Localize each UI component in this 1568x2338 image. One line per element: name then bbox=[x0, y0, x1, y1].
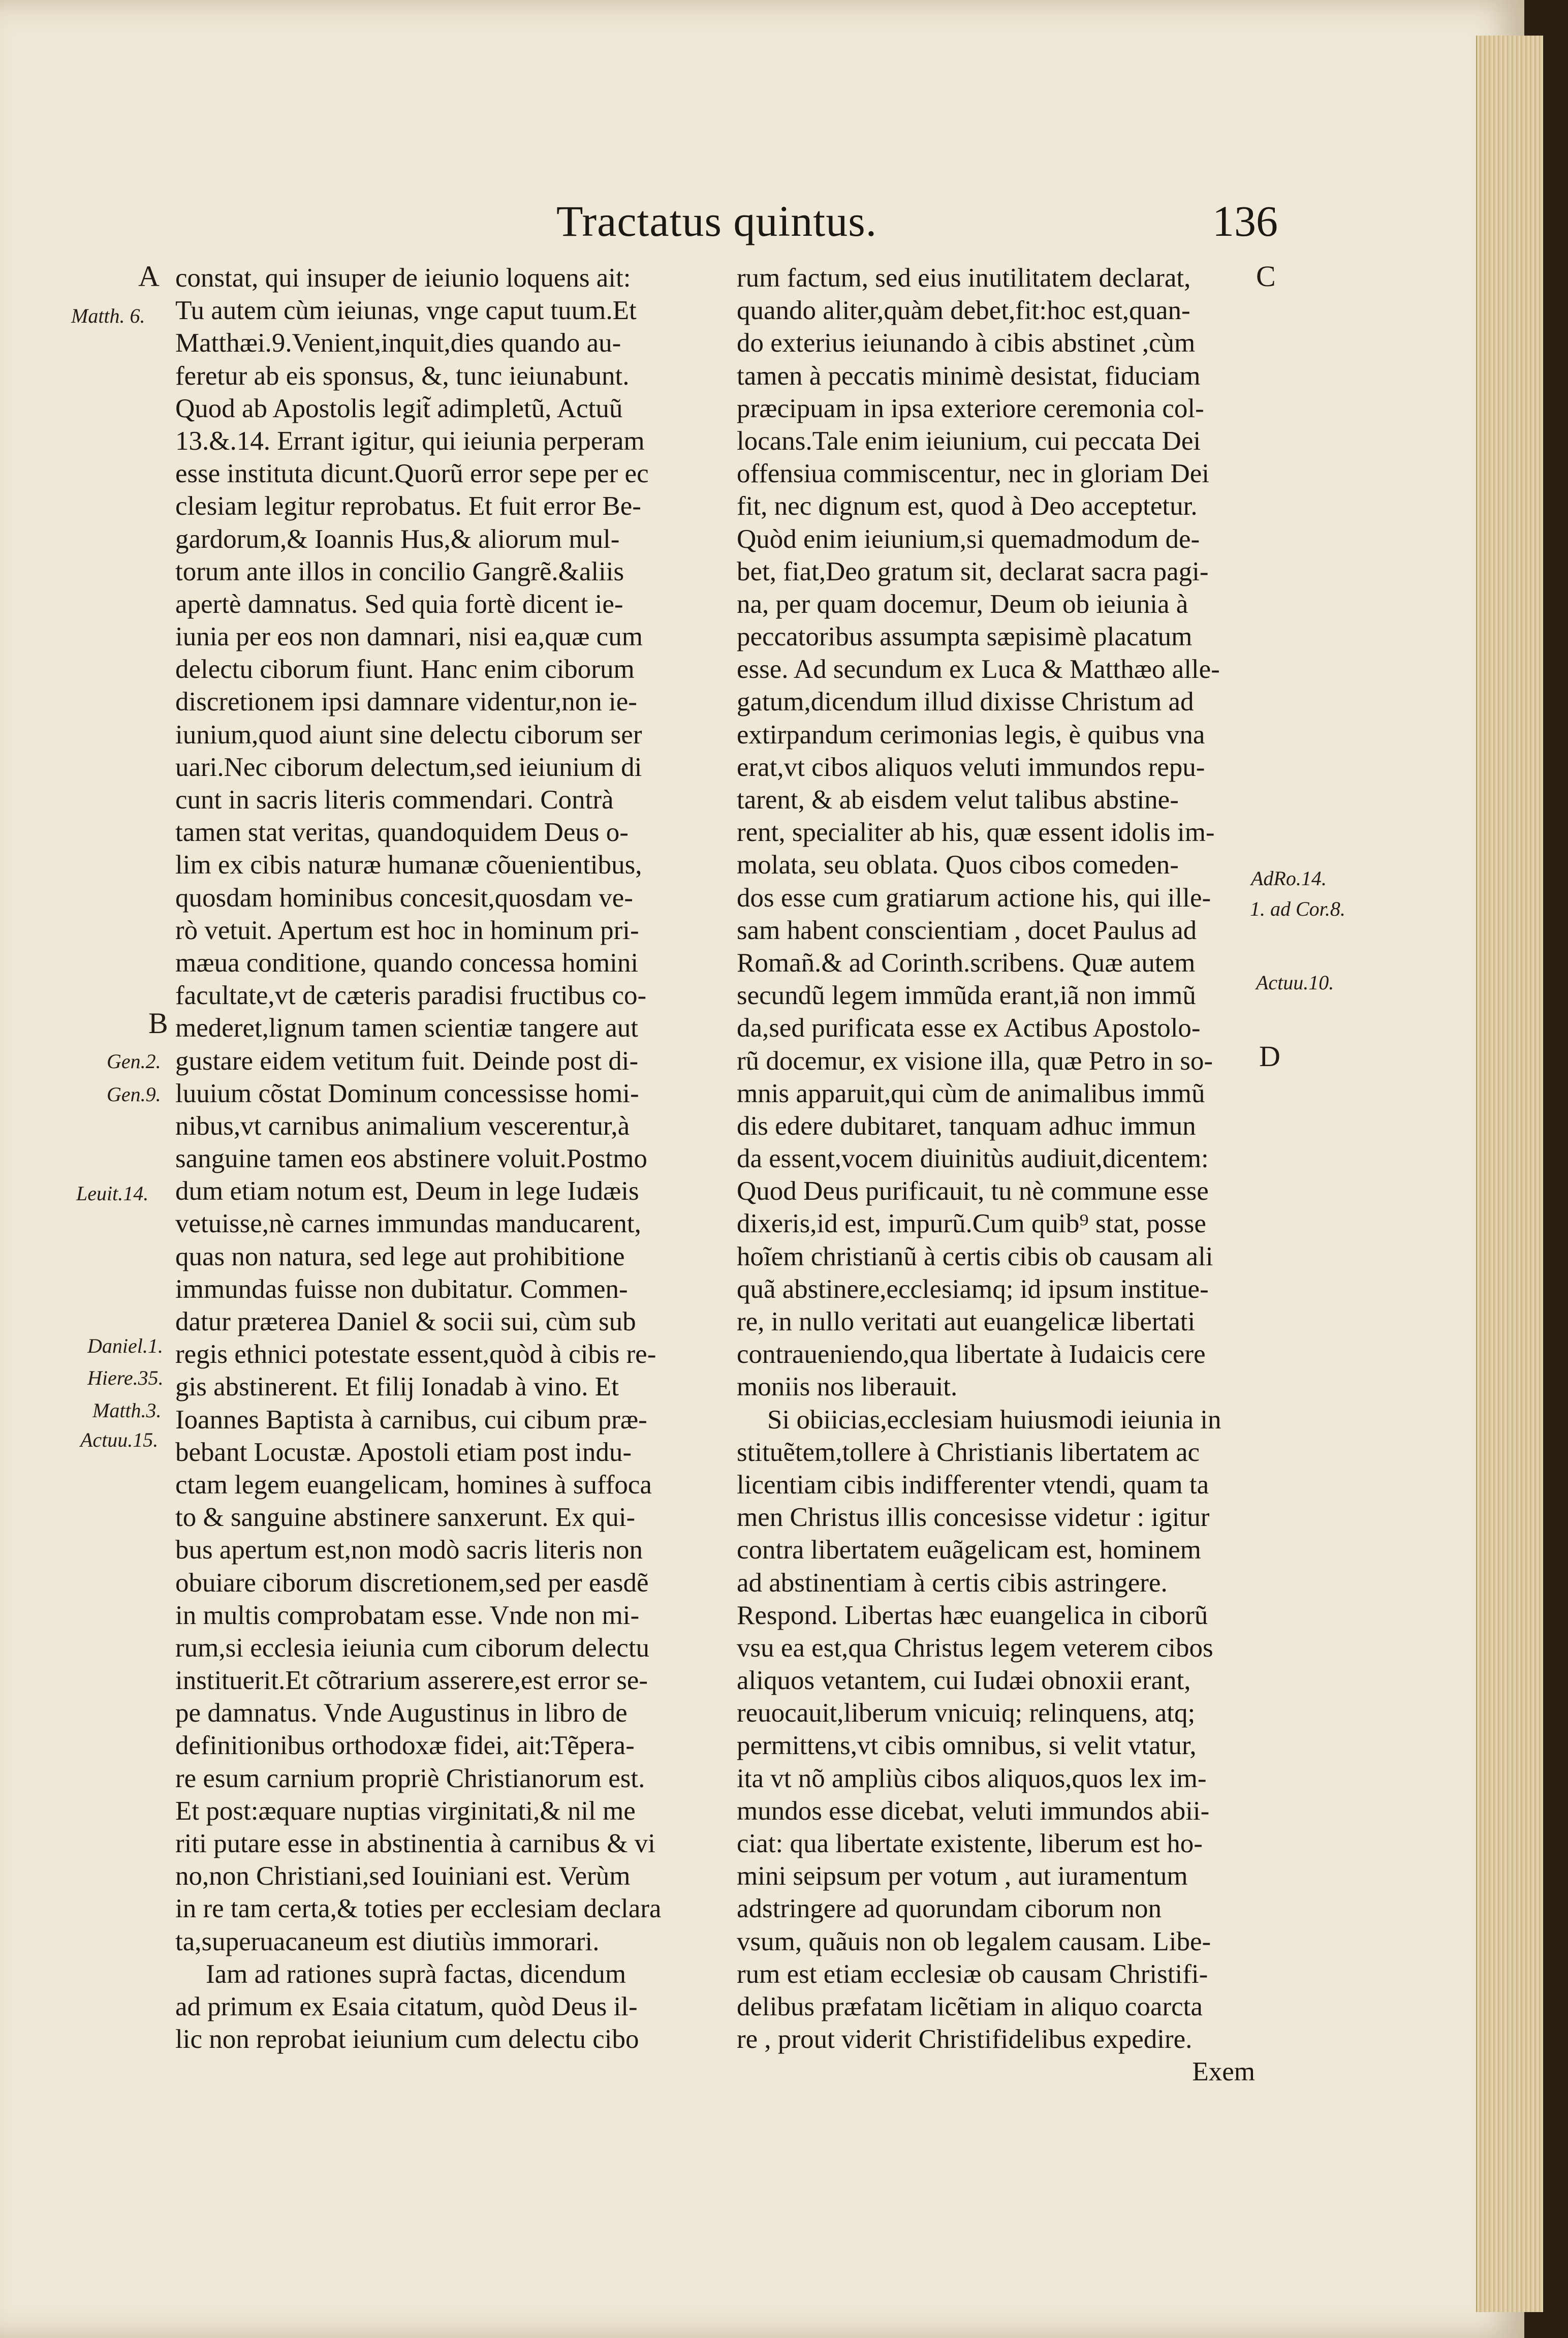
text-line: Et post:æquare nuptias virginitati,& nil me bbox=[175, 1796, 636, 1826]
text-line: ta,superuacaneum est diutiùs immorari. bbox=[175, 1926, 600, 1956]
text-line: discretionem ipsi damnare videntur,non ie- bbox=[175, 687, 637, 717]
text-line: ad abstinentiam à certis cibis astringere. bbox=[737, 1568, 1168, 1598]
text-line: quas non natura, sed lege aut prohibitione bbox=[175, 1241, 625, 1271]
text-line: stituẽtem,tollere à Christianis libertatem ac bbox=[737, 1437, 1200, 1467]
text-line: Romañ.& ad Corinth.scribens. Quæ autem bbox=[737, 948, 1196, 978]
text-line: cunt in sacris literis commendari. Contrà bbox=[175, 785, 614, 815]
margin-note-hiere-35: Hiere.35. bbox=[87, 1366, 164, 1389]
text-line: lic non reprobat ieiunium cum delectu cibo bbox=[175, 2024, 639, 2054]
text-line: vsu ea est,qua Christus legem veterem cibos bbox=[737, 1633, 1213, 1663]
page-fore-edge bbox=[1476, 36, 1543, 2312]
text-line: offensiua commiscentur, nec in gloriam Dei bbox=[737, 459, 1210, 489]
text-line: Exem bbox=[1192, 2057, 1255, 2087]
text-line: bus apertum est,non modò sacris literis non bbox=[175, 1535, 643, 1565]
section-letter-d: D bbox=[1259, 1040, 1280, 1073]
text-line: da essent,vocem diuinitùs audiuit,dicentem: bbox=[737, 1144, 1209, 1174]
text-line: iunia per eos non damnari, nisi ea,quæ cum bbox=[175, 622, 643, 652]
margin-note-matth-6: Matth. 6. bbox=[71, 304, 145, 327]
section-letter-b: B bbox=[148, 1007, 168, 1040]
text-line: da,sed purificata esse ex Actibus Apostolo- bbox=[737, 1013, 1201, 1043]
text-line: 13.&.14. Errant igitur, qui ieiunia perperam bbox=[175, 426, 645, 456]
text-line: extirpandum cerimonias legis, è quibus vna bbox=[737, 720, 1205, 750]
text-line: sanguine tamen eos abstinere voluit.Postmo bbox=[175, 1144, 647, 1174]
text-line: feretur ab eis sponsus, &, tunc ieiunabunt. bbox=[175, 361, 630, 391]
text-line: gustare eidem vetitum fuit. Deinde post di- bbox=[175, 1046, 639, 1076]
text-line: erat,vt cibos aliquos veluti immundos repu- bbox=[737, 752, 1205, 782]
text-line: luuium cõstat Dominum concessisse homi- bbox=[175, 1078, 639, 1108]
text-line: dis edere dubitaret, tanquam adhuc immun bbox=[737, 1111, 1196, 1141]
text-line: in multis comprobatam esse. Vnde non mi- bbox=[175, 1600, 640, 1630]
text-line: bet, fiat,Deo gratum sit, declarat sacra pagi- bbox=[737, 556, 1209, 586]
text-line: re, in nullo veritati aut euangelicæ libertati bbox=[737, 1307, 1196, 1336]
text-line: esse. Ad secundum ex Luca & Matthæo alle- bbox=[737, 654, 1220, 684]
text-line: rò vetuit. Apertum est hoc in hominum pri- bbox=[175, 915, 639, 945]
text-line: dos esse cum gratiarum actione his, qui ille- bbox=[737, 883, 1211, 913]
text-line: licentiam cibis indifferenter vtendi, quam ta bbox=[737, 1470, 1209, 1500]
section-letter-a: A bbox=[138, 260, 160, 293]
text-line: contraueniendo,qua libertate à Iudaicis cere bbox=[737, 1339, 1206, 1369]
text-line: permittens,vt cibis omnibus, si velit vtatur, bbox=[737, 1731, 1197, 1761]
text-line: in re tam certa,& toties per ecclesiam declara bbox=[175, 1894, 662, 1924]
text-line: rent, specialiter ab his, quæ essent idolis im- bbox=[737, 818, 1215, 848]
margin-note-ad-cor-8: 1. ad Cor.8. bbox=[1250, 897, 1345, 920]
text-line: rum,si ecclesia ieiunia cum ciborum delectu bbox=[175, 1633, 650, 1663]
text-line: contra libertatem euãgelicam est, hominem bbox=[737, 1535, 1201, 1565]
text-line: bebant Locustæ. Apostoli etiam post indu- bbox=[175, 1437, 632, 1467]
section-letter-c: C bbox=[1256, 260, 1276, 293]
text-line: lim ex cibis naturæ humanæ cõuenientibus, bbox=[175, 850, 642, 880]
margin-note-daniel-1: Daniel.1. bbox=[87, 1334, 163, 1357]
text-line: sam habent conscientiam , docet Paulus ad bbox=[737, 915, 1197, 945]
text-line: vetuisse,nè carnes immundas manducarent, bbox=[175, 1209, 641, 1239]
text-line: fit, nec dignum est, quod à Deo acceptetur. bbox=[737, 491, 1198, 521]
text-line: men Christus illis concesisse videtur : igitur bbox=[737, 1503, 1210, 1533]
text-line: Quòd enim ieiunium,si quemadmodum de- bbox=[737, 524, 1200, 554]
text-line: aliquos vetantem, cui Iudæi obnoxii erant, bbox=[737, 1666, 1191, 1696]
text-line: ctam legem euangelicam, homines à suffoca bbox=[175, 1470, 652, 1500]
text-line: Quod ab Apostolis legit̃ adimpletũ, Actuũ bbox=[175, 393, 623, 423]
text-line: delectu ciborum fiunt. Hanc enim ciborum bbox=[175, 654, 635, 684]
text-line: Iam ad rationes suprà factas, dicendum bbox=[206, 1959, 626, 1989]
text-line: hoĩem christianũ à certis cibis ob causam ali bbox=[737, 1241, 1213, 1271]
text-line: ciat: qua libertate existente, liberum est ho- bbox=[737, 1829, 1203, 1858]
text-line: mederet,lignum tamen scientiæ tangere aut bbox=[175, 1013, 638, 1043]
text-line: Respond. Libertas hæc euangelica in ciborũ bbox=[737, 1600, 1208, 1630]
text-line: to & sanguine abstinere sanxerunt. Ex qui- bbox=[175, 1503, 636, 1533]
text-line: secundũ legem immũda erant,iã non immũ bbox=[737, 981, 1196, 1011]
text-line: no,non Christiani,sed Iouiniani est. Verùm bbox=[175, 1861, 631, 1891]
text-line: re , prout viderit Christifidelibus expedire. bbox=[737, 2024, 1193, 2054]
text-line: mini seipsum per votum , aut iuramentum bbox=[737, 1861, 1188, 1891]
text-line: rũ docemur, ex visione illa, quæ Petro in so- bbox=[737, 1046, 1213, 1076]
right-column bbox=[737, 262, 1255, 2088]
text-line: rum factum, sed eius inutilitatem declarat, bbox=[737, 263, 1191, 293]
text-line: vsum, quãuis non ob legalem causam. Libe- bbox=[737, 1926, 1211, 1956]
margin-note-matth-3: Matth.3. bbox=[92, 1399, 162, 1422]
text-line: rum est etiam ecclesiæ ob causam Christifi- bbox=[737, 1959, 1208, 1989]
text-line: constat, qui insuper de ieiunio loquens ait: bbox=[175, 263, 631, 293]
text-line: gatum,dicendum illud dixisse Christum ad bbox=[737, 687, 1194, 717]
folio-number: 136 bbox=[1212, 197, 1278, 245]
text-line: adstringere ad quorundam ciborum non bbox=[737, 1894, 1162, 1924]
running-header bbox=[556, 196, 1278, 252]
text-line: re esum carnium propriè Christianorum est. bbox=[175, 1763, 645, 1793]
text-line: definitionibus orthodoxæ fidei, ait:Tẽpera- bbox=[175, 1731, 635, 1761]
left-column bbox=[175, 262, 704, 2055]
text-line: peccatoribus assumpta sæpisimè placatum bbox=[737, 622, 1193, 652]
text-line: mæua conditione, quando concessa homini bbox=[175, 948, 639, 978]
text-line: mnis apparuit,qui cùm de animalibus immũ bbox=[737, 1078, 1205, 1108]
text-line: mundos esse dicebat, veluti immundos abii- bbox=[737, 1796, 1210, 1826]
margin-note-actuum-15: Actuu.15. bbox=[80, 1428, 159, 1451]
text-line: gis abstinerent. Et filij Ionadab à vino. Et bbox=[175, 1372, 619, 1402]
text-line: do exterius ieiunando à cibis abstinet ,cùm bbox=[737, 328, 1196, 358]
text-line: quando aliter,quàm debet,fit:hoc est,quan- bbox=[737, 296, 1190, 326]
text-line: quã abstinere,ecclesiamq; id ipsum institue- bbox=[737, 1274, 1209, 1304]
text-line: facultate,vt de cæteris paradisi fructibus co- bbox=[175, 981, 647, 1011]
text-line: molata, seu oblata. Quos cibos comeden- bbox=[737, 850, 1179, 880]
text-line: quosdam hominibus concesit,quosdam ve- bbox=[175, 883, 633, 913]
text-line: pe damnatus. Vnde Augustinus in libro de bbox=[175, 1698, 628, 1728]
text-line: moniis nos liberauit. bbox=[737, 1372, 958, 1402]
text-line: tamen stat veritas, quandoquidem Deus o- bbox=[175, 818, 629, 848]
text-line: dum etiam notum est, Deum in lege Iudæis bbox=[175, 1176, 639, 1206]
text-line: iunium,quod aiunt sine delectu ciborum ser bbox=[175, 720, 642, 750]
text-line: tamen à peccatis minimè desistat, fiduciam bbox=[737, 361, 1201, 391]
text-line: Ioannes Baptista à carnibus, cui cibum præ- bbox=[175, 1405, 647, 1435]
text-line: riti putare esse in abstinentia à carnibus & vi bbox=[175, 1829, 655, 1858]
margin-note-gen-9: Gen.9. bbox=[107, 1083, 161, 1106]
text-line: præcipuam in ipsa exteriore ceremonia col- bbox=[737, 393, 1204, 423]
text-line: dixeris,id est, impurũ.Cum quib⁹ stat, posse bbox=[737, 1209, 1206, 1239]
text-line: locans.Tale enim ieiunium, cui peccata Dei bbox=[737, 426, 1201, 456]
margin-note-leuit-14: Leuit.14. bbox=[76, 1182, 149, 1205]
running-title: Tractatus quintus. bbox=[556, 197, 877, 245]
text-line: reuocauit,liberum vnicuiq; relinquens, atq; bbox=[737, 1698, 1196, 1728]
text-line: delibus præfatam licẽtiam in aliquo coarcta bbox=[737, 1991, 1203, 2021]
text-line: na, per quam docemur, Deum ob ieiunia à bbox=[737, 589, 1188, 619]
margin-note-actuum-10: Actuu.10. bbox=[1256, 971, 1334, 994]
text-line: ad primum ex Esaia citatum, quòd Deus il- bbox=[175, 1991, 638, 2021]
margin-note-ad-ro-14: AdRo.14. bbox=[1251, 867, 1327, 890]
text-line: tarent, & ab eisdem velut talibus abstine- bbox=[737, 785, 1179, 815]
text-line: uari.Nec ciborum delectum,sed ieiunium di bbox=[175, 752, 642, 782]
margin-note-gen-2: Gen.2. bbox=[107, 1050, 161, 1073]
text-line: Matthæi.9.Venient,inquit,dies quando au- bbox=[175, 328, 621, 358]
text-line: Si obiicias,ecclesiam huiusmodi ieiunia in bbox=[767, 1405, 1221, 1435]
text-line: instituerit.Et cõtrarium asserere,est error se- bbox=[175, 1666, 648, 1696]
text-line: Quod Deus purificauit, tu nè commune esse bbox=[737, 1176, 1209, 1206]
text-line: apertè damnatus. Sed quia fortè dicent ie- bbox=[175, 589, 623, 619]
text-line: ita vt nõ ampliùs cibos aliquos,quos lex im- bbox=[737, 1763, 1207, 1793]
text-line: obuiare ciborum discretionem,sed per easdẽ bbox=[175, 1568, 649, 1598]
text-line: nibus,vt carnibus animalium vescerentur,à bbox=[175, 1111, 630, 1141]
text-line: esse instituta dicunt.Quorũ error sepe per ec bbox=[175, 459, 649, 489]
text-line: datur præterea Daniel & socii sui, cùm sub bbox=[175, 1307, 636, 1336]
text-line: clesiam legitur reprobatus. Et fuit error Be- bbox=[175, 491, 641, 521]
text-line: torum ante illos in concilio Gangrẽ.&aliis bbox=[175, 556, 624, 586]
text-line: gardorum,& Ioannis Hus,& aliorum mul- bbox=[175, 524, 620, 554]
text-line: immundas fuisse non dubitatur. Commen- bbox=[175, 1274, 628, 1304]
text-line: Tu autem cùm ieiunas, vnge caput tuum.Et bbox=[175, 296, 637, 326]
text-line: regis ethnici potestate essent,quòd à cibis re- bbox=[175, 1339, 656, 1369]
